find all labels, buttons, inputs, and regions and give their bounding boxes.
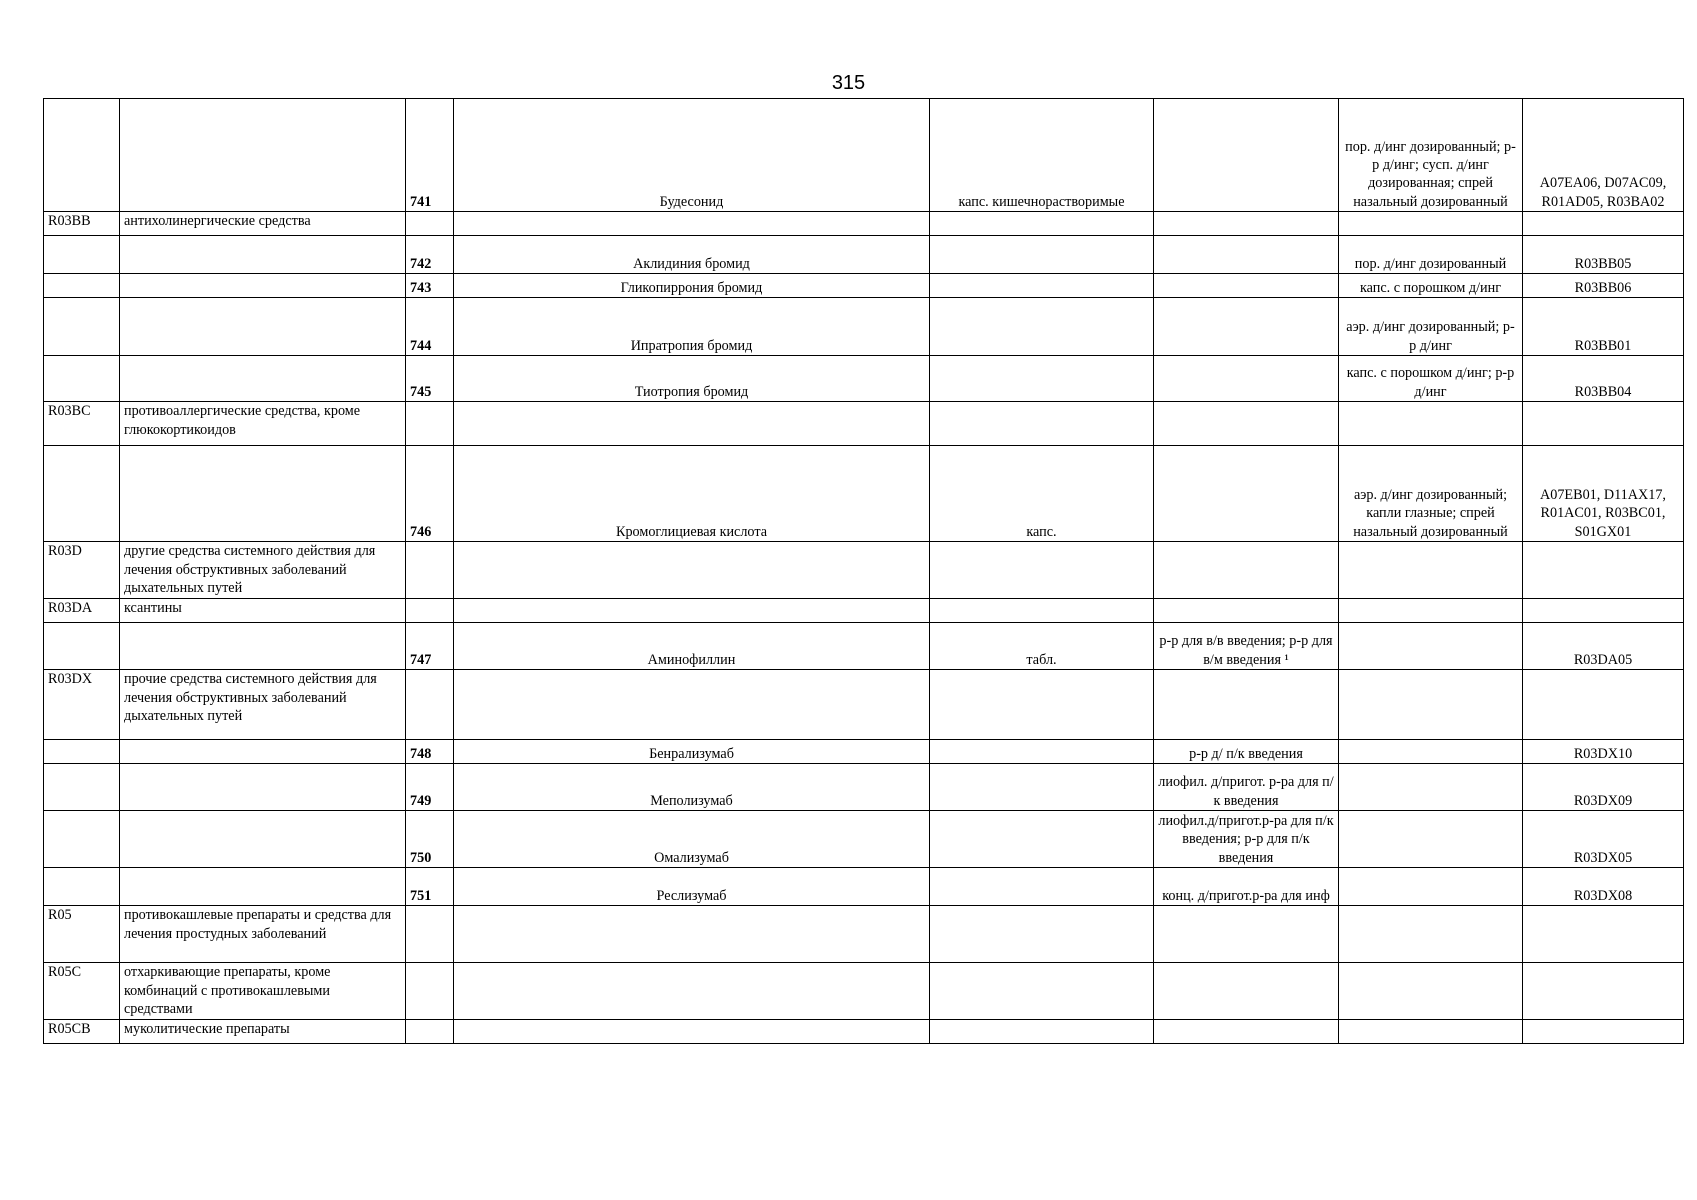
- table-row: [44, 356, 1684, 402]
- drug-name-cell: Бенрализумаб: [454, 740, 930, 764]
- dosage-form-other-cell: [1339, 212, 1523, 236]
- item-number-cell: [406, 212, 454, 236]
- item-number-cell: [406, 402, 454, 446]
- drug-name-cell: Гликопиррония бромид: [454, 274, 930, 298]
- dosage-form-other-cell: [1339, 670, 1523, 740]
- atc-group-code-cell: R05CB: [44, 1020, 120, 1044]
- dosage-form-other-cell: капс. с порошком д/инг; р-р д/инг: [1339, 356, 1523, 402]
- group-name-cell: отхаркивающие препараты, кроме комбинаций с противокашлевыми средствами: [120, 963, 406, 1020]
- atc-code-cell: R03DX05: [1523, 811, 1684, 868]
- drug-name-cell: [454, 402, 930, 446]
- dosage-form-oral-cell: капс.: [930, 446, 1154, 542]
- group-name-cell: [120, 236, 406, 274]
- dosage-form-injection-cell: [1154, 542, 1339, 599]
- dosage-form-other-cell: пор. д/инг дозированный; р-р д/инг; сусп. д/инг дозированная; спрей назальный дозированный: [1339, 99, 1523, 212]
- dosage-form-oral-cell: [930, 764, 1154, 811]
- atc-code-cell: R03DX08: [1523, 868, 1684, 906]
- dosage-form-injection-cell: [1154, 599, 1339, 623]
- group-name-cell: муколитические препараты: [120, 1020, 406, 1044]
- group-row: [44, 402, 1684, 446]
- drug-name-cell: [454, 1020, 930, 1044]
- atc-group-code-cell: [44, 298, 120, 356]
- atc-code-cell: R03DX10: [1523, 740, 1684, 764]
- dosage-form-injection-cell: р-р д/ п/к введения: [1154, 740, 1339, 764]
- group-row: [44, 906, 1684, 963]
- item-number-cell: 746: [406, 446, 454, 542]
- drug-name-cell: Омализумаб: [454, 811, 930, 868]
- group-name-cell: ксантины: [120, 599, 406, 623]
- item-number-cell: 751: [406, 868, 454, 906]
- group-name-cell: [120, 356, 406, 402]
- dosage-form-other-cell: [1339, 963, 1523, 1020]
- dosage-form-injection-cell: [1154, 446, 1339, 542]
- atc-group-code-cell: [44, 236, 120, 274]
- drug-name-cell: [454, 963, 930, 1020]
- page-number: 315: [831, 72, 866, 94]
- drug-name-cell: Аминофиллин: [454, 623, 930, 670]
- dosage-form-injection-cell: [1154, 906, 1339, 963]
- dosage-form-other-cell: [1339, 402, 1523, 446]
- atc-group-code-cell: [44, 356, 120, 402]
- table-row: [44, 236, 1684, 274]
- dosage-form-oral-cell: [930, 963, 1154, 1020]
- dosage-form-oral-cell: [930, 212, 1154, 236]
- dosage-form-injection-cell: [1154, 212, 1339, 236]
- table-row: [44, 99, 1684, 212]
- dosage-form-oral-cell: капс. кишечнорастворимые: [930, 99, 1154, 212]
- item-number-cell: 743: [406, 274, 454, 298]
- dosage-form-other-cell: [1339, 740, 1523, 764]
- item-number-cell: 741: [406, 99, 454, 212]
- dosage-form-oral-cell: [930, 811, 1154, 868]
- dosage-form-other-cell: [1339, 906, 1523, 963]
- group-name-cell: [120, 298, 406, 356]
- atc-group-code-cell: [44, 274, 120, 298]
- atc-group-code-cell: R05C: [44, 963, 120, 1020]
- atc-code-cell: [1523, 402, 1684, 446]
- drug-name-cell: Ипратропия бромид: [454, 298, 930, 356]
- group-name-cell: [120, 740, 406, 764]
- table-row: [44, 764, 1684, 811]
- group-name-cell: прочие средства системного действия для лечения обструктивных заболеваний дыхательных путей: [120, 670, 406, 740]
- dosage-form-injection-cell: [1154, 298, 1339, 356]
- item-number-cell: [406, 906, 454, 963]
- dosage-form-injection-cell: [1154, 402, 1339, 446]
- dosage-form-injection-cell: [1154, 356, 1339, 402]
- table-row: [44, 446, 1684, 542]
- item-number-cell: 745: [406, 356, 454, 402]
- atc-group-code-cell: [44, 764, 120, 811]
- atc-code-cell: [1523, 670, 1684, 740]
- dosage-form-injection-cell: конц. д/пригот.р-ра для инф: [1154, 868, 1339, 906]
- drug-name-cell: Тиотропия бромид: [454, 356, 930, 402]
- group-name-cell: [120, 868, 406, 906]
- dosage-form-injection-cell: [1154, 963, 1339, 1020]
- atc-group-code-cell: R03DX: [44, 670, 120, 740]
- atc-code-cell: [1523, 542, 1684, 599]
- dosage-form-other-cell: капс. с порошком д/инг: [1339, 274, 1523, 298]
- dosage-form-oral-cell: [930, 542, 1154, 599]
- group-name-cell: другие средства системного действия для лечения обструктивных заболеваний дыхательных путей: [120, 542, 406, 599]
- table-row: [44, 740, 1684, 764]
- atc-code-cell: [1523, 1020, 1684, 1044]
- dosage-form-oral-cell: табл.: [930, 623, 1154, 670]
- dosage-form-oral-cell: [930, 274, 1154, 298]
- item-number-cell: [406, 1020, 454, 1044]
- atc-group-code-cell: [44, 99, 120, 212]
- atc-code-cell: [1523, 599, 1684, 623]
- atc-group-code-cell: R03BC: [44, 402, 120, 446]
- group-row: [44, 1020, 1684, 1044]
- dosage-form-other-cell: [1339, 599, 1523, 623]
- dosage-form-injection-cell: [1154, 99, 1339, 212]
- atc-group-code-cell: R03DA: [44, 599, 120, 623]
- dosage-form-oral-cell: [930, 740, 1154, 764]
- dosage-form-oral-cell: [930, 670, 1154, 740]
- drug-name-cell: Будесонид: [454, 99, 930, 212]
- dosage-form-other-cell: [1339, 811, 1523, 868]
- item-number-cell: [406, 599, 454, 623]
- table-row: [44, 298, 1684, 356]
- atc-code-cell: [1523, 212, 1684, 236]
- group-row: [44, 542, 1684, 599]
- table-row: [44, 811, 1684, 868]
- atc-code-cell: R03BB04: [1523, 356, 1684, 402]
- item-number-cell: 750: [406, 811, 454, 868]
- atc-group-code-cell: [44, 623, 120, 670]
- group-row: [44, 670, 1684, 740]
- group-name-cell: [120, 274, 406, 298]
- dosage-form-other-cell: аэр. д/инг дозированный; капли глазные; спрей назальный дозированный: [1339, 446, 1523, 542]
- atc-code-cell: R03BB06: [1523, 274, 1684, 298]
- item-number-cell: [406, 670, 454, 740]
- group-name-cell: [120, 446, 406, 542]
- atc-group-code-cell: R03BB: [44, 212, 120, 236]
- table-row: [44, 623, 1684, 670]
- group-name-cell: противоаллергические средства, кроме глюкокортикоидов: [120, 402, 406, 446]
- item-number-cell: 747: [406, 623, 454, 670]
- dosage-form-other-cell: [1339, 764, 1523, 811]
- dosage-form-injection-cell: [1154, 1020, 1339, 1044]
- atc-group-code-cell: R05: [44, 906, 120, 963]
- atc-code-cell: A07EB01, D11AX17, R01AC01, R03BC01, S01GX01: [1523, 446, 1684, 542]
- atc-group-code-cell: [44, 868, 120, 906]
- group-name-cell: [120, 764, 406, 811]
- atc-code-cell: A07EA06, D07AC09, R01AD05, R03BA02: [1523, 99, 1684, 212]
- group-name-cell: антихолинергические средства: [120, 212, 406, 236]
- dosage-form-other-cell: [1339, 1020, 1523, 1044]
- atc-code-cell: R03BB01: [1523, 298, 1684, 356]
- table-row: [44, 868, 1684, 906]
- dosage-form-injection-cell: лиофил.д/пригот.р-ра для п/к введения; р-р для п/к введения: [1154, 811, 1339, 868]
- drug-name-cell: Меполизумаб: [454, 764, 930, 811]
- item-number-cell: 742: [406, 236, 454, 274]
- dosage-form-injection-cell: [1154, 236, 1339, 274]
- dosage-form-injection-cell: р-р для в/в введения; р-р для в/м введения ¹: [1154, 623, 1339, 670]
- drug-name-cell: [454, 670, 930, 740]
- dosage-form-oral-cell: [930, 298, 1154, 356]
- group-name-cell: противокашлевые препараты и средства для лечения простудных заболеваний: [120, 906, 406, 963]
- drug-name-cell: Аклидиния бромид: [454, 236, 930, 274]
- drug-list-table: [43, 98, 1684, 1044]
- atc-code-cell: R03DX09: [1523, 764, 1684, 811]
- dosage-form-oral-cell: [930, 599, 1154, 623]
- atc-group-code-cell: [44, 446, 120, 542]
- item-number-cell: 744: [406, 298, 454, 356]
- dosage-form-other-cell: [1339, 542, 1523, 599]
- atc-code-cell: [1523, 906, 1684, 963]
- item-number-cell: [406, 542, 454, 599]
- drug-name-cell: [454, 542, 930, 599]
- dosage-form-other-cell: пор. д/инг дозированный: [1339, 236, 1523, 274]
- item-number-cell: 748: [406, 740, 454, 764]
- item-number-cell: [406, 963, 454, 1020]
- table-row: [44, 274, 1684, 298]
- drug-name-cell: Кромоглициевая кислота: [454, 446, 930, 542]
- atc-group-code-cell: [44, 811, 120, 868]
- dosage-form-oral-cell: [930, 356, 1154, 402]
- dosage-form-injection-cell: [1154, 274, 1339, 298]
- drug-name-cell: [454, 906, 930, 963]
- dosage-form-other-cell: [1339, 868, 1523, 906]
- group-row: [44, 963, 1684, 1020]
- dosage-form-oral-cell: [930, 868, 1154, 906]
- dosage-form-oral-cell: [930, 236, 1154, 274]
- drug-name-cell: [454, 599, 930, 623]
- dosage-form-other-cell: [1339, 623, 1523, 670]
- dosage-form-oral-cell: [930, 906, 1154, 963]
- group-name-cell: [120, 99, 406, 212]
- dosage-form-injection-cell: лиофил. д/пригот. р-ра для п/к введения: [1154, 764, 1339, 811]
- dosage-form-injection-cell: [1154, 670, 1339, 740]
- group-name-cell: [120, 811, 406, 868]
- atc-group-code-cell: R03D: [44, 542, 120, 599]
- dosage-form-other-cell: аэр. д/инг дозированный; р-р д/инг: [1339, 298, 1523, 356]
- dosage-form-oral-cell: [930, 1020, 1154, 1044]
- atc-code-cell: R03DA05: [1523, 623, 1684, 670]
- atc-code-cell: R03BB05: [1523, 236, 1684, 274]
- dosage-form-oral-cell: [930, 402, 1154, 446]
- atc-group-code-cell: [44, 740, 120, 764]
- atc-code-cell: [1523, 963, 1684, 1020]
- item-number-cell: 749: [406, 764, 454, 811]
- group-row: [44, 212, 1684, 236]
- drug-name-cell: Реслизумаб: [454, 868, 930, 906]
- group-row: [44, 599, 1684, 623]
- drug-name-cell: [454, 212, 930, 236]
- group-name-cell: [120, 623, 406, 670]
